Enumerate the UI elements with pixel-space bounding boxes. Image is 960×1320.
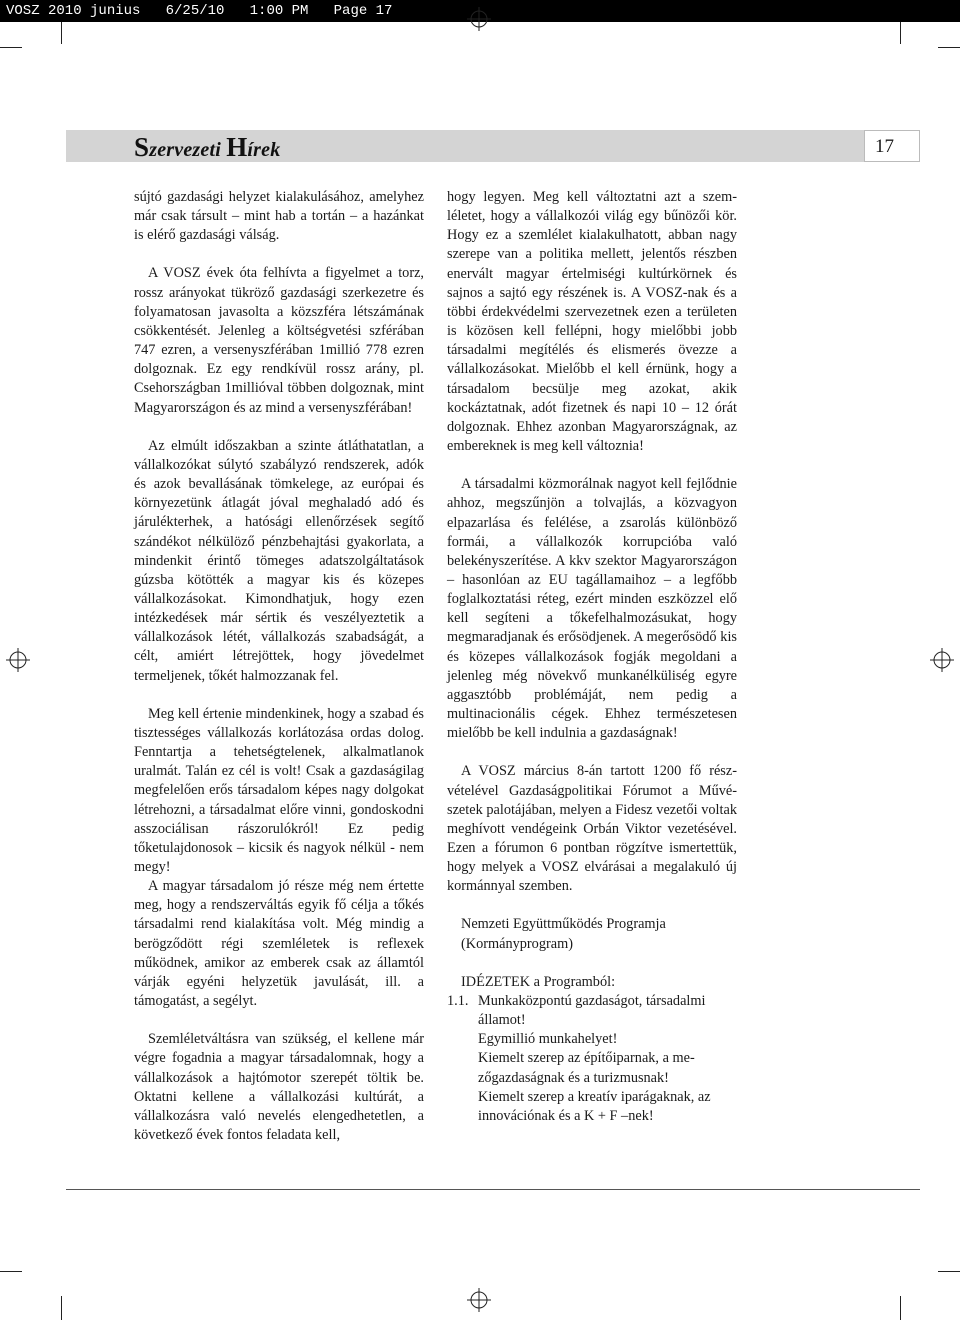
registration-mark-top: [467, 7, 491, 31]
paragraph: Az elmúlt időszakban a szinte átláthatatlan, a vállalkozókat súlytó szabályzó rendszerek, adók és azok bevallásának tömkelege, az európai és környezetünk átlagát jóval meghaladó adó és járulékterhek, a hatósági ellenőrzések segítő szándékot nélkülöző pénzbehajtási gyakorlata, a mindenkit érintő tömeges adatszolgáltatások gúzsba kötötték a magyar kis és közepes vállalkozásokat. Kimondhatjuk, hogy ezen intézkedések már sértik és veszélyeztetik a vállalkozások létét, vállalkozás szabadságát, a célt, amiért létrejöttek, hogy jövedelmet termeljenek, tőkét halmozzanak fel.: [134, 437, 424, 684]
list-item: 1.1. Munkaközpontú gazdaságot, társadalmi államot!: [447, 992, 706, 1029]
paragraph: sújtó gazdasági helyzet kialakulásához, amelyhez már csak társult – mint hab a tortán – a hazánkat is elérő gazdasági válság.: [134, 189, 424, 244]
registration-mark-right: [930, 648, 954, 672]
crop-line-bottom-left: [0, 1271, 22, 1272]
paragraph: A magyar társadalom jó része még nem értette meg, hogy a rendszerváltás egyik fő célja a tőkés társadalmi rend kialakítása volt. Még mindig a berögződött régi szemléletek is reflexek működnek, amikor az emberek csak az államtól várják egyéni helyzetük javulását, ill. a támogatást, a segélyt.: [134, 878, 424, 1010]
list-item: Egymillió munkahelyet!: [478, 1031, 618, 1048]
section-title: Szervezeti Hírek: [134, 132, 281, 162]
crop-line-top-right-vertical: [900, 22, 901, 44]
paragraph: A VOSZ március 8-án tartott 1200 fő részvételével Gazdaságpolitikai Fórumot a Művészetek palotájában, melyen a Fidesz vezetői voltak meghívott vendégeink Orbán Viktor vezetésével. Ezen a fórumon 6 pontban rögzítve ismertettük, hogy melyek a VOSZ elvárásai a megalakuló új kormánnyal szemben.: [447, 763, 737, 895]
paragraph: Szemléletváltásra van szükség, el kellene már végre fogadnia a magyar társadalomnak, hogy a vállalkozások a hajtómotor szerepét töltik be. Oktatni kellene a vállalkozási kultúrát, a vállalkozásra való nevelés elengedhetetlen, a következő évek fontos feladata kell,: [134, 1031, 424, 1144]
paragraph: A társadalmi közmorálnak nagyot kell fejlődnie ahhoz, megszűnjön a tolvajlás, a közvagyon elpazarlása és felélése, a zsarolás különböző formái, a vállalkozók korrupcióba való belekényszerítése. A kkv szektor Magyarországon – hasonlóan az EU tagállamaihoz – a legfőbb foglalkoztatási réteg, ezért minden eszközzel elő kell segíteni a tőkefelhalmozásukat, hogy megmaradjanak és erősödjenek. A megerősödő kis és közepes vállalkozások fogják megoldani a jelenleg még növekvő munkanélküliség egyre aggasztóbb problémáját, nem pedig a multinacionális cégek. Ehhez természetesen mielőbb be kell indulnia a gazdaságnak!: [447, 476, 737, 742]
crop-line-top-left-vertical: [61, 22, 62, 44]
registration-mark-bottom: [467, 1288, 491, 1312]
crop-line-top-right: [938, 47, 960, 48]
program-title: Nemzeti Együttműködés Programja: [461, 916, 666, 933]
section-header: [66, 130, 920, 162]
paragraph: A VOSZ évek óta felhívta a figyelmet a torz, rossz arányokat tükröző gazdasági szerkezetre és folyamatosan javasolta a közszféra létszámának csökkentését. Jelenleg a költségvetési szférában 747 ezren, a versenyszférában 1millió 778 ezren dolgoznak. Ez egy rendkívül rossz arány, pl. Csehországban 1millióval többen dolgoznak, mint Magyarországon és az mind a versenyszférában!: [134, 265, 424, 416]
footer-rule: [66, 1189, 920, 1190]
paragraph: Meg kell értenie mindenkinek, hogy a szabad és tisztességes vállalkozás korlátozása ordas dolog. Fenntartja a tehetségtelenek, alkalmatlanok uralmát. Talán ez cél is volt! Csak a gazdaságilag megfelelően erős társadalom képes nagy dolgokat létrehozni, a társadalmat előre vinni, gondoskodni asszociálisan rászorulókról! Ez pedig tőketulajdonosok – kicsik és nagyok nélkül - nem megy!: [134, 705, 424, 875]
article-column-right: [447, 188, 737, 1126]
list-item: Kiemelt szerep az építőiparnak, a mezőgazdaságnak és a turizmusnak!: [478, 1050, 695, 1086]
program-subtitle: (Kormányprogram): [461, 935, 573, 952]
crop-line-bottom-right: [938, 1271, 960, 1272]
crop-line-top-left: [0, 47, 22, 48]
crop-line-bottom-left-vertical: [61, 1296, 62, 1320]
paragraph: hogy legyen. Meg kell változtatni azt a szemléletet, hogy a vállalkozói világ egy bűnözői kör. Hogy ez a szemlélet kialakulhatott, abban nagy szerepe van a politika mellett, jelentős részben enervált magyar értelmiségi kultúrkörnek és sajnos a sajtó egy részének is. A VOSZ-nak és a többi érdekvédelmi szervezetnek ezen a területen is közösen kell fellépni, hogy mielőbbi jobb társadalmi megítélés és elismerés övezze a vállalkozásokat. Mielőbb el kell érnünk, hogy a társadalom becsülje meg azokat, akik kockáztatnak, adót fizetnek és napi 10 – 12 órát dolgoznak. Ehhez azonban Magyarországnak, az embereknek is meg kell változnia!: [447, 189, 737, 455]
page-number: 17: [864, 130, 920, 162]
print-slug: VOSZ 2010 junius 6/25/10 1:00 PM Page 17: [0, 0, 960, 22]
quotes-heading: IDÉZETEK a Programból:: [461, 973, 616, 990]
crop-line-bottom-right-vertical: [900, 1296, 901, 1320]
registration-mark-left: [6, 648, 30, 672]
quote-list: [447, 992, 737, 1126]
article-column-left: [134, 188, 424, 1145]
list-item: Kiemelt szerep a kreatív iparágaknak, az innovációnak és a K + F –nek!: [478, 1088, 711, 1124]
quote-number: 1.1.: [447, 992, 469, 1009]
